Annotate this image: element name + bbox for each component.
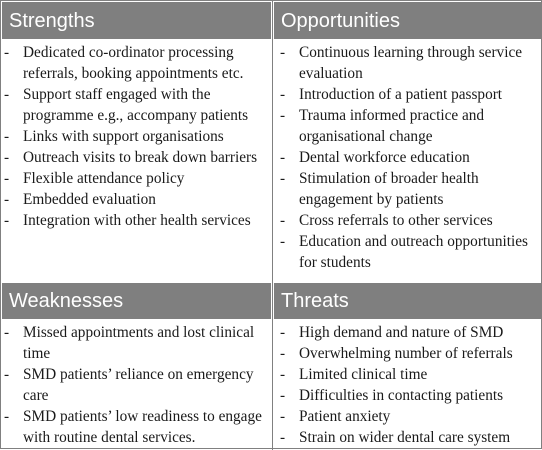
bullet-dash: - <box>280 233 286 250</box>
bullet-dash: - <box>280 429 286 446</box>
strengths-item-text: Flexible attendance policy <box>23 170 185 187</box>
opportunities-item <box>277 210 541 231</box>
strengths-item <box>1 42 267 84</box>
strengths-header <box>2 2 271 39</box>
weaknesses-item-text: Missed appointments and lost clinical time <box>23 324 255 362</box>
strengths-item <box>1 126 267 147</box>
opportunities-item <box>277 42 541 84</box>
threats-item <box>277 385 541 406</box>
weaknesses-item <box>1 322 267 364</box>
strengths-item-text: Support staff engaged with the programme e.g., accompany patients <box>23 86 249 124</box>
weaknesses-title: Weaknesses <box>9 290 124 312</box>
strengths-item <box>1 210 267 231</box>
strengths-item <box>1 84 267 126</box>
weaknesses-item-text: SMD patients’ reliance on emergency care <box>23 366 254 404</box>
opportunities-item-text: Trauma informed practice and organisational change <box>299 107 485 145</box>
threats-item <box>277 427 541 448</box>
bullet-dash: - <box>4 86 10 103</box>
threats-item-text: Difficulties in contacting patients <box>299 387 504 404</box>
bullet-dash: - <box>4 408 10 425</box>
strengths-item-text: Embedded evaluation <box>23 191 156 208</box>
opportunities-item-text: Education and outreach opportunities for students <box>299 233 528 271</box>
opportunities-item <box>277 84 541 105</box>
strengths-item-text: Links with support organisations <box>23 128 224 145</box>
threats-item <box>277 343 541 364</box>
bullet-dash: - <box>280 408 286 425</box>
weaknesses-item <box>1 364 267 406</box>
opportunities-header <box>274 2 542 39</box>
threats-item-text: Overwhelming number of referrals <box>299 345 513 362</box>
threats-item <box>277 364 541 385</box>
bullet-dash: - <box>4 128 10 145</box>
bullet-dash: - <box>280 44 286 61</box>
opportunities-item-text: Dental workforce education <box>299 149 470 166</box>
weaknesses-item <box>1 406 267 448</box>
opportunities-item <box>277 147 541 168</box>
bullet-dash: - <box>280 212 286 229</box>
weaknesses-header <box>2 283 271 319</box>
opportunities-item <box>277 105 541 147</box>
threats-item-text: High demand and nature of SMD <box>299 324 504 341</box>
bullet-dash: - <box>4 149 10 166</box>
strengths-item <box>1 168 267 189</box>
threats-item <box>277 406 541 427</box>
opportunities-item-text: Cross referrals to other services <box>299 212 493 229</box>
bullet-dash: - <box>280 149 286 166</box>
bullet-dash: - <box>280 324 286 341</box>
bullet-dash: - <box>4 324 10 341</box>
opportunities-item-text: Introduction of a patient passport <box>299 86 503 103</box>
strengths-list <box>1 42 267 231</box>
bullet-dash: - <box>280 366 286 383</box>
bullet-dash: - <box>280 345 286 362</box>
threats-item-text: Strain on wider dental care system <box>299 429 511 446</box>
weaknesses-item-text: SMD patients’ low readiness to engage with routine dental services. <box>23 408 262 446</box>
bullet-dash: - <box>4 191 10 208</box>
threats-item-text: Patient anxiety <box>299 408 391 425</box>
column-divider <box>272 1 273 450</box>
opportunities-item <box>277 168 541 210</box>
strengths-item-text: Outreach visits to break down barriers <box>23 149 258 166</box>
strengths-item-text: Dedicated co-ordinator processing referrals, booking appointments etc. <box>23 44 244 82</box>
threats-list <box>277 322 541 448</box>
threats-title: Threats <box>281 290 349 312</box>
bullet-dash: - <box>280 86 286 103</box>
strengths-title: Strengths <box>9 9 95 32</box>
weaknesses-list <box>1 322 267 448</box>
bullet-dash: - <box>280 387 286 404</box>
opportunities-item-text: Continuous learning through service evaluation <box>299 44 523 82</box>
bullet-dash: - <box>280 170 286 187</box>
opportunities-item <box>277 231 541 273</box>
threats-item-text: Limited clinical time <box>299 366 428 383</box>
bullet-dash: - <box>4 212 10 229</box>
strengths-item-text: Integration with other health services <box>23 212 251 229</box>
strengths-item <box>1 147 267 168</box>
threats-item <box>277 322 541 343</box>
bullet-dash: - <box>4 44 10 61</box>
bullet-dash: - <box>4 366 10 383</box>
bullet-dash: - <box>4 170 10 187</box>
opportunities-title: Opportunities <box>281 9 400 32</box>
strengths-item <box>1 189 267 210</box>
bullet-dash: - <box>280 107 286 124</box>
opportunities-item-text: Stimulation of broader health engagement by patients <box>299 170 479 208</box>
threats-header <box>274 283 542 319</box>
opportunities-list <box>277 42 541 273</box>
